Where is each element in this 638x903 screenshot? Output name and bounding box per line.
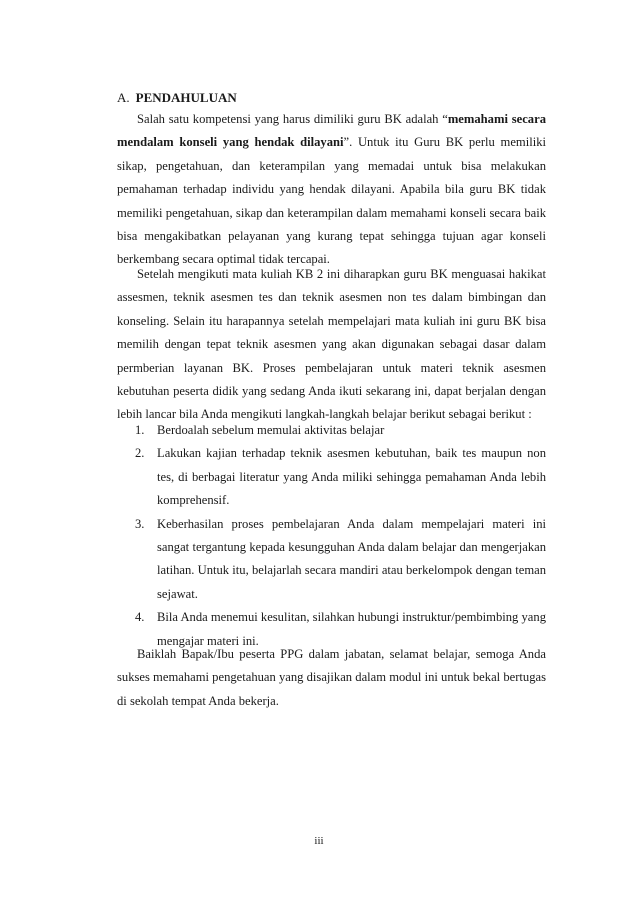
intro-paragraph-rest: ”. Untuk itu Guru BK perlu memiliki sikap, pengetahuan, dan keterampilan yang memadai untuk bisa melakukan pemahaman terhadap individu yang hendak dilayani. Apabila bila guru BK tidak memiliki pengetahuan, sikap dan keterampilan dalam memahami konseli secara baik bisa mengakibatkan pelayanan yang kurang tepat sehingga tujuan agar konseli berkembang secara optimal tidak tercapai. (117, 135, 546, 267)
intro-paragraph (117, 108, 546, 272)
list-item (135, 442, 546, 512)
list-item-text: Lakukan kajian terhadap teknik asesmen kebutuhan, baik tes maupun non tes, di berbagai literatur yang Anda miliki sehingga pemahaman Anda lebih komprehensif. (157, 446, 546, 508)
list-item (135, 513, 546, 607)
list-item-text: Keberhasilan proses pembelajaran Anda dalam mempelajari materi ini sangat tergantung kepada kesungguhan Anda dalam belajar dan mengerjakan latihan. Untuk itu, belajarlah secara mandiri atau berkelompok dengan teman sejawat. (157, 516, 546, 601)
intro-paragraph-emphasis: memahami secara mendalam konseli yang hendak dilayani (117, 112, 546, 150)
learning-steps-list (135, 419, 546, 653)
closing-paragraph: Baiklah Bapak/Ibu peserta PPG dalam jabatan, selamat belajar, semoga Anda sukses memahami pengetahuan yang disajikan dalam modul ini untuk bekal bertugas di sekolah tempat Anda bekerja. (117, 647, 546, 708)
list-item-number: 3. (135, 516, 145, 531)
objectives-paragraph: Setelah mengikuti mata kuliah KB 2 ini diharapkan guru BK menguasai hakikat assesmen, teknik asesmen tes dan teknik asesmen non tes dalam bimbingan dan konseling. Selain itu harapannya setelah mempelajari mata kuliah ini guru BK bisa memilih dengan tepat teknik asesmen yang akan digunakan sebagai dasar dalam permberian layanan BK. Proses pembelajaran untuk materi teknik asesmen kebutuhan peserta didik yang sedang Anda ikuti sekarang ini, dapat berjalan dengan lebih lancar bila Anda mengikuti langkah-langkah belajar berikut sebagai berikut : (117, 267, 546, 422)
list-item-number: 1. (135, 423, 145, 437)
intro-paragraph-lead: Salah satu kompetensi yang harus dimiliki guru BK adalah “ (137, 112, 448, 126)
section-heading (117, 88, 237, 108)
list-item-text: Berdoalah sebelum memulai aktivitas belajar (157, 423, 385, 437)
section-title: PENDAHULUAN (135, 90, 237, 105)
page-number: iii (314, 835, 324, 847)
list-item-number: 4. (135, 610, 145, 625)
list-item (135, 419, 546, 442)
section-letter: A. (117, 90, 130, 105)
list-item-text: Bila Anda menemui kesulitan, silahkan hubungi instruktur/pembimbing yang mengajar materi ini. (157, 610, 546, 648)
list-item-number: 2. (135, 446, 145, 461)
